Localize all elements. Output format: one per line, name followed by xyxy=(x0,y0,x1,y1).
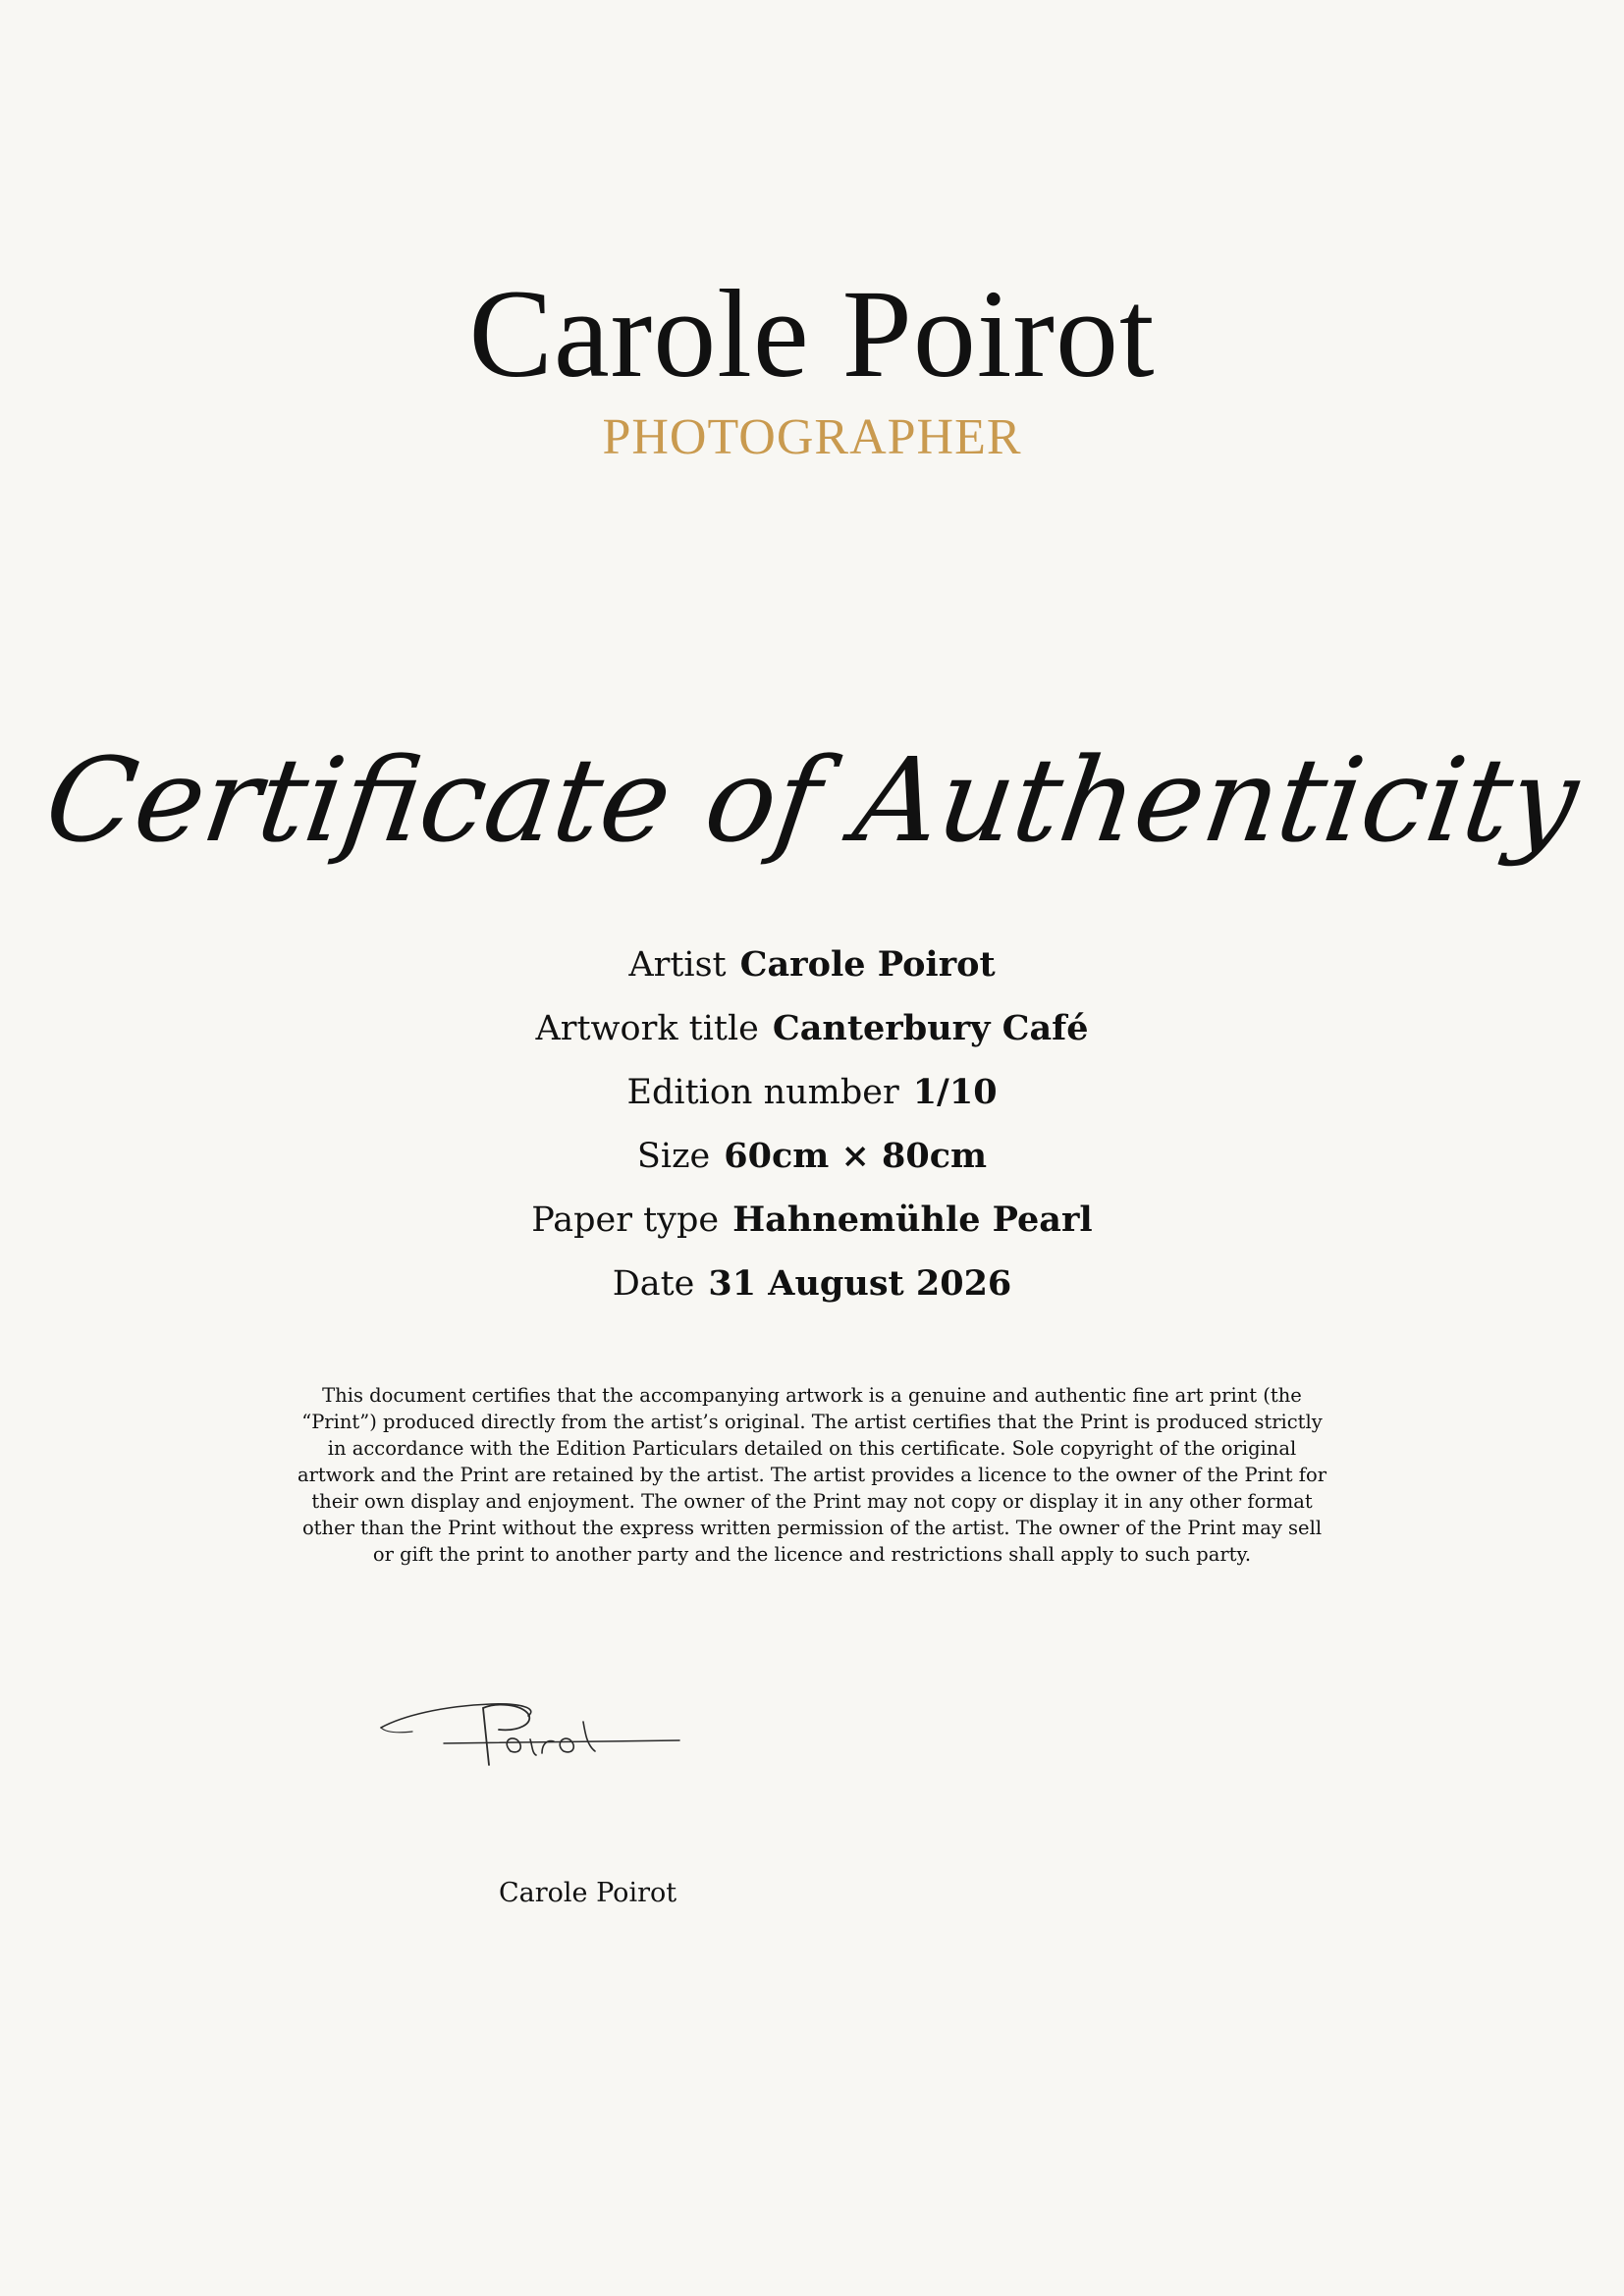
detail-row-size xyxy=(0,1124,1624,1188)
certification-statement: This document certifies that the accompanying artwork is a genuine and authentic fine art print (the “Print”) produced directly from the artist’s original. The artist certifies that the Print is produced strictly in accordance with the Edition Particulars detailed on this certificate. Sole copyright of the original artwork and the Print are retained by the artist. The artist provides a licence to the owner of the Print for their own display and enjoyment. The owner of the Print may not copy or display it in any other format other than the Print without the express written permission of the artist. The owner of the Print may sell or gift the print to another party and the licence and restrictions shall apply to such party. xyxy=(297,1384,1327,1566)
detail-row-edition-number xyxy=(0,1060,1624,1124)
detail-value: 60cm × 80cm xyxy=(724,1136,988,1176)
detail-row-paper-type xyxy=(0,1188,1624,1252)
detail-label: Date xyxy=(612,1264,695,1304)
brand-name: Carole Poirot xyxy=(468,264,1156,403)
detail-label: Edition number xyxy=(626,1073,899,1112)
detail-label: Size xyxy=(636,1137,711,1176)
detail-label: Artwork title xyxy=(535,1009,759,1048)
letterhead xyxy=(0,265,1624,467)
detail-row-artist xyxy=(0,933,1624,996)
detail-value: Hahnemühle Pearl xyxy=(732,1200,1093,1240)
detail-row-date xyxy=(0,1252,1624,1315)
edition-details xyxy=(0,933,1624,1315)
signer-name: Carole Poirot xyxy=(499,1878,677,1908)
detail-value: 1/10 xyxy=(912,1072,998,1112)
certificate-title: Certificate of Authenticity xyxy=(37,732,1587,868)
detail-value: Carole Poirot xyxy=(739,944,996,985)
detail-value: 31 August 2026 xyxy=(708,1263,1012,1304)
brand-role: PHOTOGRAPHER xyxy=(602,409,1022,465)
detail-label: Artist xyxy=(628,945,727,985)
detail-label: Paper type xyxy=(531,1201,720,1240)
detail-value: Canterbury Café xyxy=(772,1008,1089,1048)
detail-row-artwork-title xyxy=(0,996,1624,1060)
handwritten-signature xyxy=(373,1686,687,1785)
